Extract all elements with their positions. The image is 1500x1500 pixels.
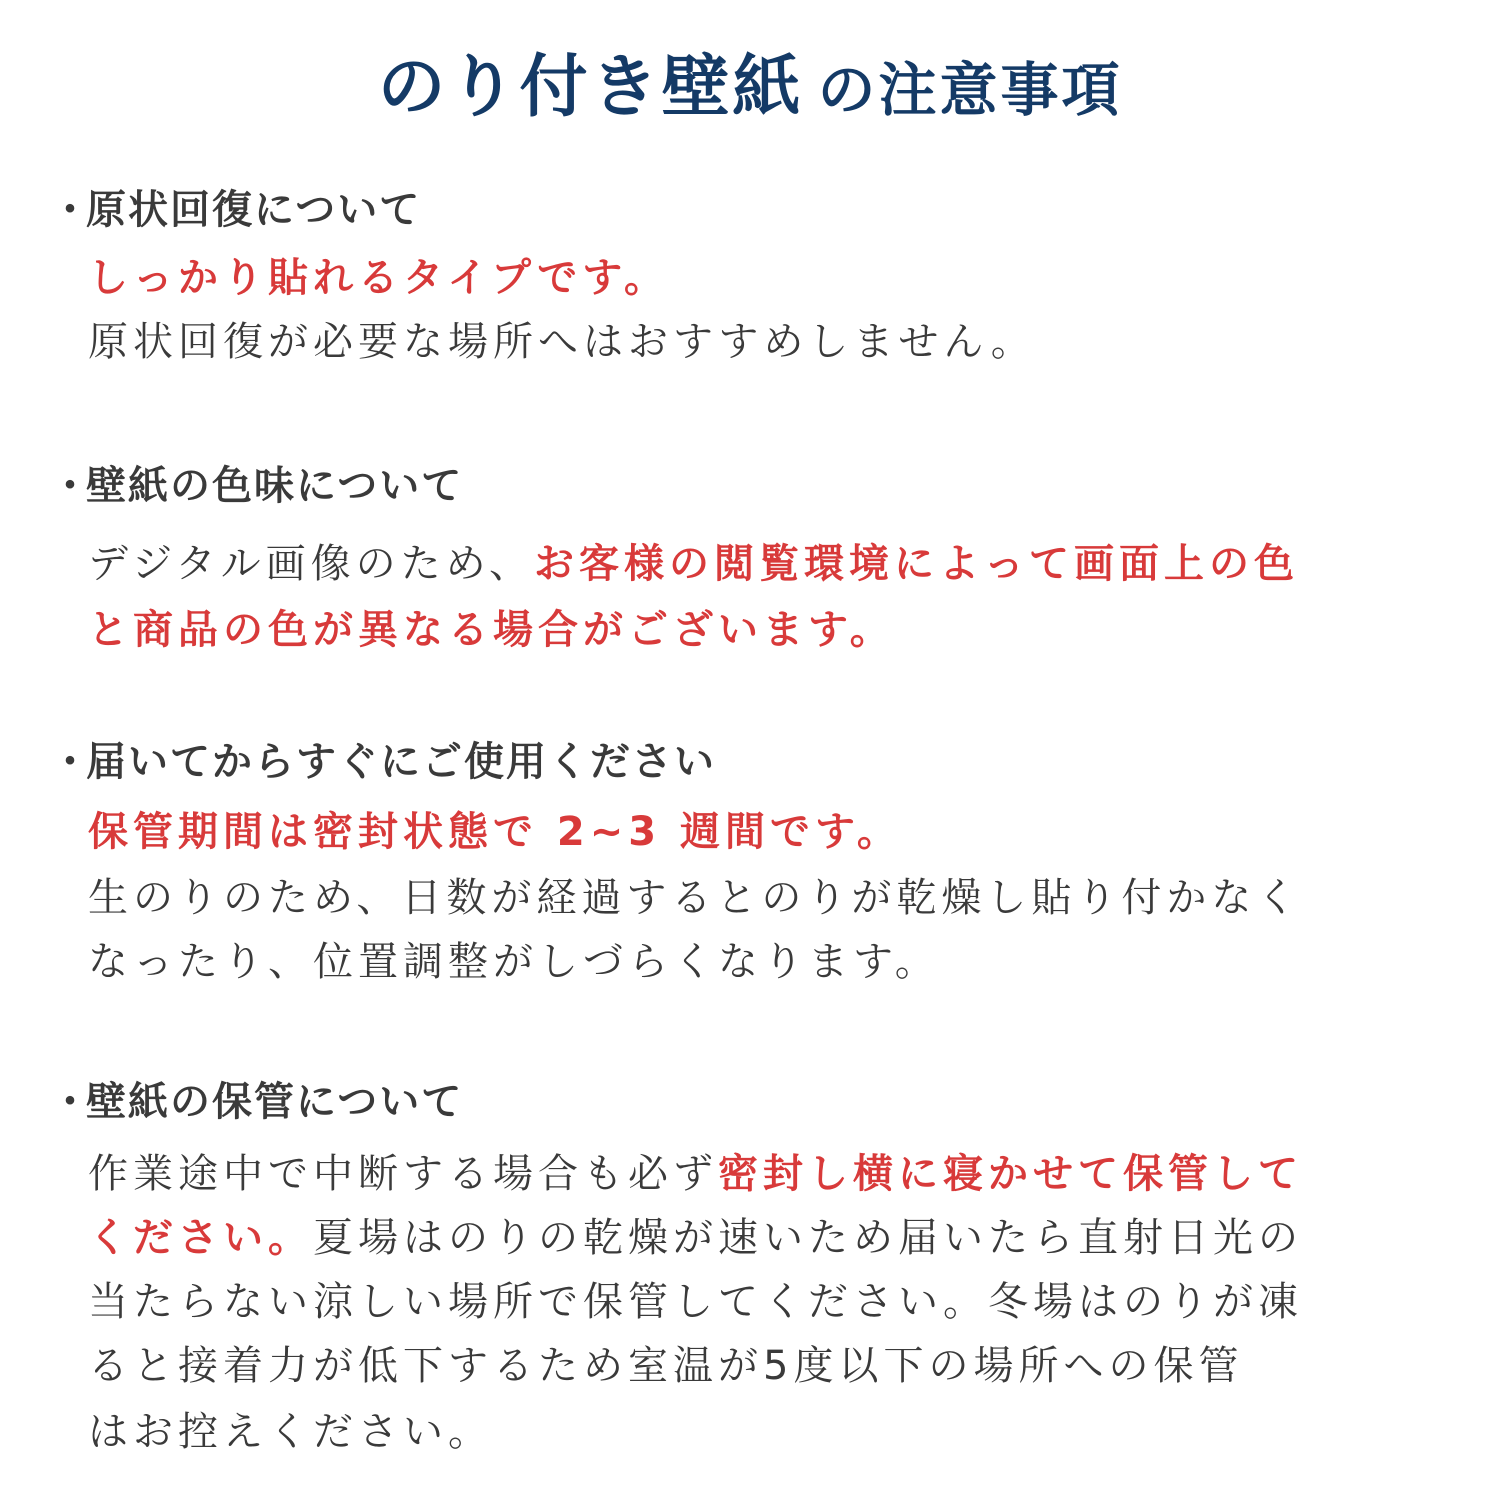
section-heading: ・壁紙の保管について bbox=[50, 1074, 463, 1130]
page-title bbox=[0, 40, 1500, 138]
section-heading: ・届いてからすぐにご使用ください bbox=[50, 734, 716, 790]
body-text: ると接着力が低下するため室温が5度以下の場所への保管 bbox=[88, 1343, 1244, 1389]
section-line bbox=[88, 1274, 1303, 1330]
body-text: 当たらない涼しい場所で保管してください。冬場はのりが凍 bbox=[88, 1279, 1303, 1325]
highlight-text: しっかり貼れるタイプです。 bbox=[88, 255, 669, 301]
section-heading: ・原状回復について bbox=[50, 182, 421, 238]
section-line bbox=[88, 1146, 1303, 1202]
page-title-sub: の注意事項 bbox=[817, 56, 1123, 124]
body-text: 原状回復が必要な場所へはおすすめしません。 bbox=[88, 319, 1036, 365]
section-line bbox=[88, 934, 940, 990]
section-line bbox=[88, 870, 1301, 926]
section-line bbox=[88, 1404, 493, 1460]
highlight-text: 保管期間は密封状態で 2~3 週間です。 bbox=[88, 809, 902, 855]
bullet-dot: ・ bbox=[50, 463, 92, 509]
body-text: デジタル画像のため、 bbox=[88, 541, 534, 587]
body-text: はお控えください。 bbox=[88, 1409, 493, 1455]
section-line bbox=[88, 602, 895, 658]
highlight-text: お客様の閲覧環境によって画面上の色 bbox=[534, 541, 1299, 587]
page-title-main: のり付き壁紙 bbox=[377, 48, 804, 127]
body-text: 夏場はのりの乾燥が速いため届いたら直射日光の bbox=[313, 1215, 1303, 1261]
highlight-text: と商品の色が異なる場合がございます。 bbox=[88, 607, 895, 653]
bullet-dot: ・ bbox=[50, 1079, 92, 1125]
section-line bbox=[88, 804, 902, 860]
section-line bbox=[88, 1338, 1243, 1394]
highlight-text: ください。 bbox=[88, 1215, 313, 1261]
bullet-dot: ・ bbox=[50, 739, 92, 785]
bullet-dot: ・ bbox=[50, 187, 92, 233]
section-line bbox=[88, 536, 1299, 592]
section-line bbox=[88, 314, 1036, 370]
section-line bbox=[88, 250, 669, 306]
body-text: なったり、位置調整がしづらくなります。 bbox=[88, 939, 940, 985]
highlight-text: 密封し横に寝かせて保管して bbox=[718, 1151, 1303, 1197]
body-text: 生のりのため、日数が経過するとのりが乾燥し貼り付かなく bbox=[88, 875, 1302, 921]
body-text: 作業途中で中断する場合も必ず bbox=[88, 1151, 718, 1197]
section-heading: ・壁紙の色味について bbox=[50, 458, 463, 514]
section-line bbox=[88, 1210, 1303, 1266]
